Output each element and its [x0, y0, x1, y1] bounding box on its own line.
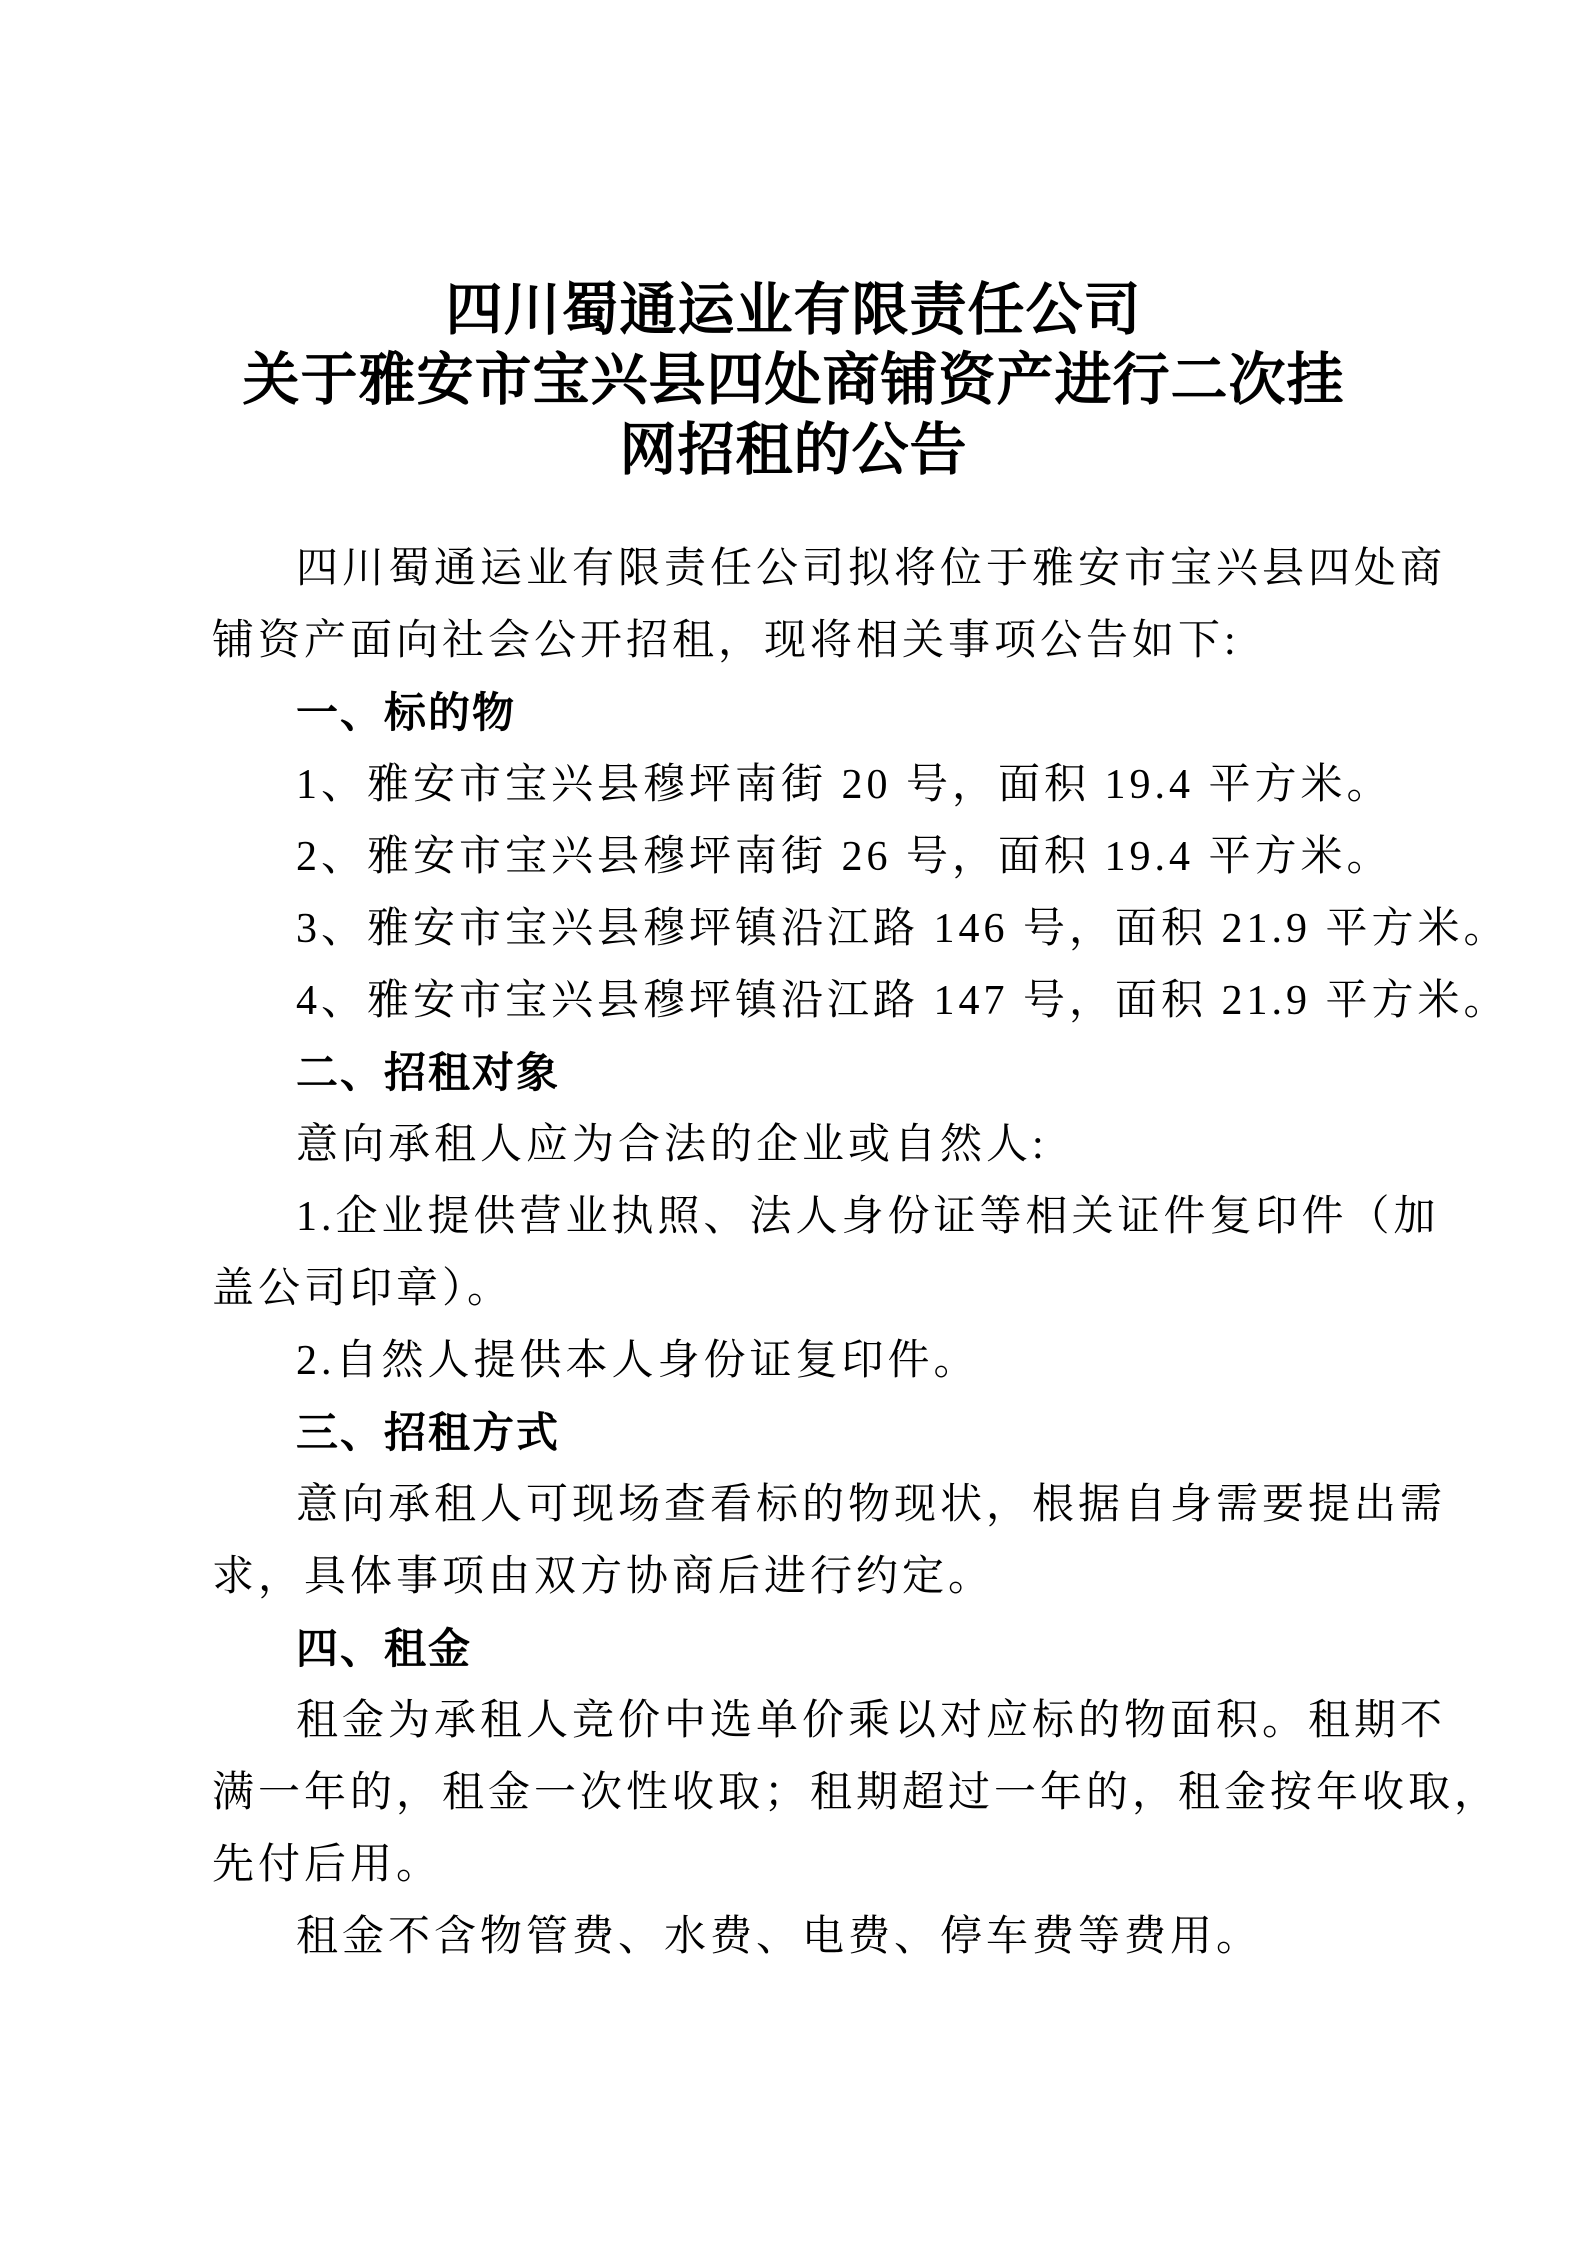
- title-line-suffix: 网招租的公告: [619, 419, 968, 482]
- rent-line-2: 满一年的，租金一次性收取；租期超过一年的，租金按年收取，: [212, 1770, 1501, 1816]
- intro-line-1: 四川蜀通运业有限责任公司拟将位于雅安市宝兴县四处商: [296, 546, 1447, 592]
- target-item-4: 4、雅安市宝兴县穆坪镇沿江路 147 号，面积 21.9 平方米。: [296, 978, 1510, 1024]
- document-title: [90, 276, 1497, 486]
- title-line-company: 四川蜀通运业有限责任公司: [445, 279, 1142, 342]
- section-heading-method: 三、招租方式: [296, 1409, 561, 1456]
- intro-line-2: 铺资产面向社会公开招租，现将相关事项公告如下:: [212, 618, 1240, 664]
- rent-line-3: 先付后用。: [212, 1842, 443, 1888]
- rent-line-1: 租金为承租人竞价中选单价乘以对应标的物面积。租期不: [296, 1698, 1447, 1744]
- section-heading-rent: 四、租金: [296, 1625, 473, 1672]
- eligibility-item-2: 2.自然人提供本人身份证复印件。: [296, 1338, 980, 1384]
- eligibility-item-1-line-1: 1.企业提供营业执照、法人身份证等相关证件复印件（加: [296, 1194, 1440, 1240]
- eligibility-intro-line: 意向承租人应为合法的企业或自然人:: [296, 1122, 1048, 1168]
- section-heading-eligibility: 二、招租对象: [296, 1049, 561, 1096]
- document-body: [212, 533, 1510, 1973]
- target-item-1: 1、雅安市宝兴县穆坪南街 20 号，面积 19.4 平方米。: [296, 762, 1393, 808]
- target-item-3: 3、雅安市宝兴县穆坪镇沿江路 146 号，面积 21.9 平方米。: [296, 906, 1510, 952]
- rent-excludes-line: 租金不含物管费、水费、电费、停车费等费用。: [296, 1914, 1263, 1960]
- section-heading-targets: 一、标的物: [296, 689, 517, 736]
- method-line-2: 求，具体事项由双方协商后进行约定。: [212, 1554, 995, 1600]
- method-line-1: 意向承租人可现场查看标的物现状，根据自身需要提出需: [296, 1482, 1447, 1528]
- eligibility-item-1-line-2: 盖公司印章）。: [212, 1266, 514, 1312]
- title-line-subject: 关于雅安市宝兴县四处商铺资产进行二次挂: [242, 349, 1345, 412]
- target-item-2: 2、雅安市宝兴县穆坪南街 26 号，面积 19.4 平方米。: [296, 834, 1393, 880]
